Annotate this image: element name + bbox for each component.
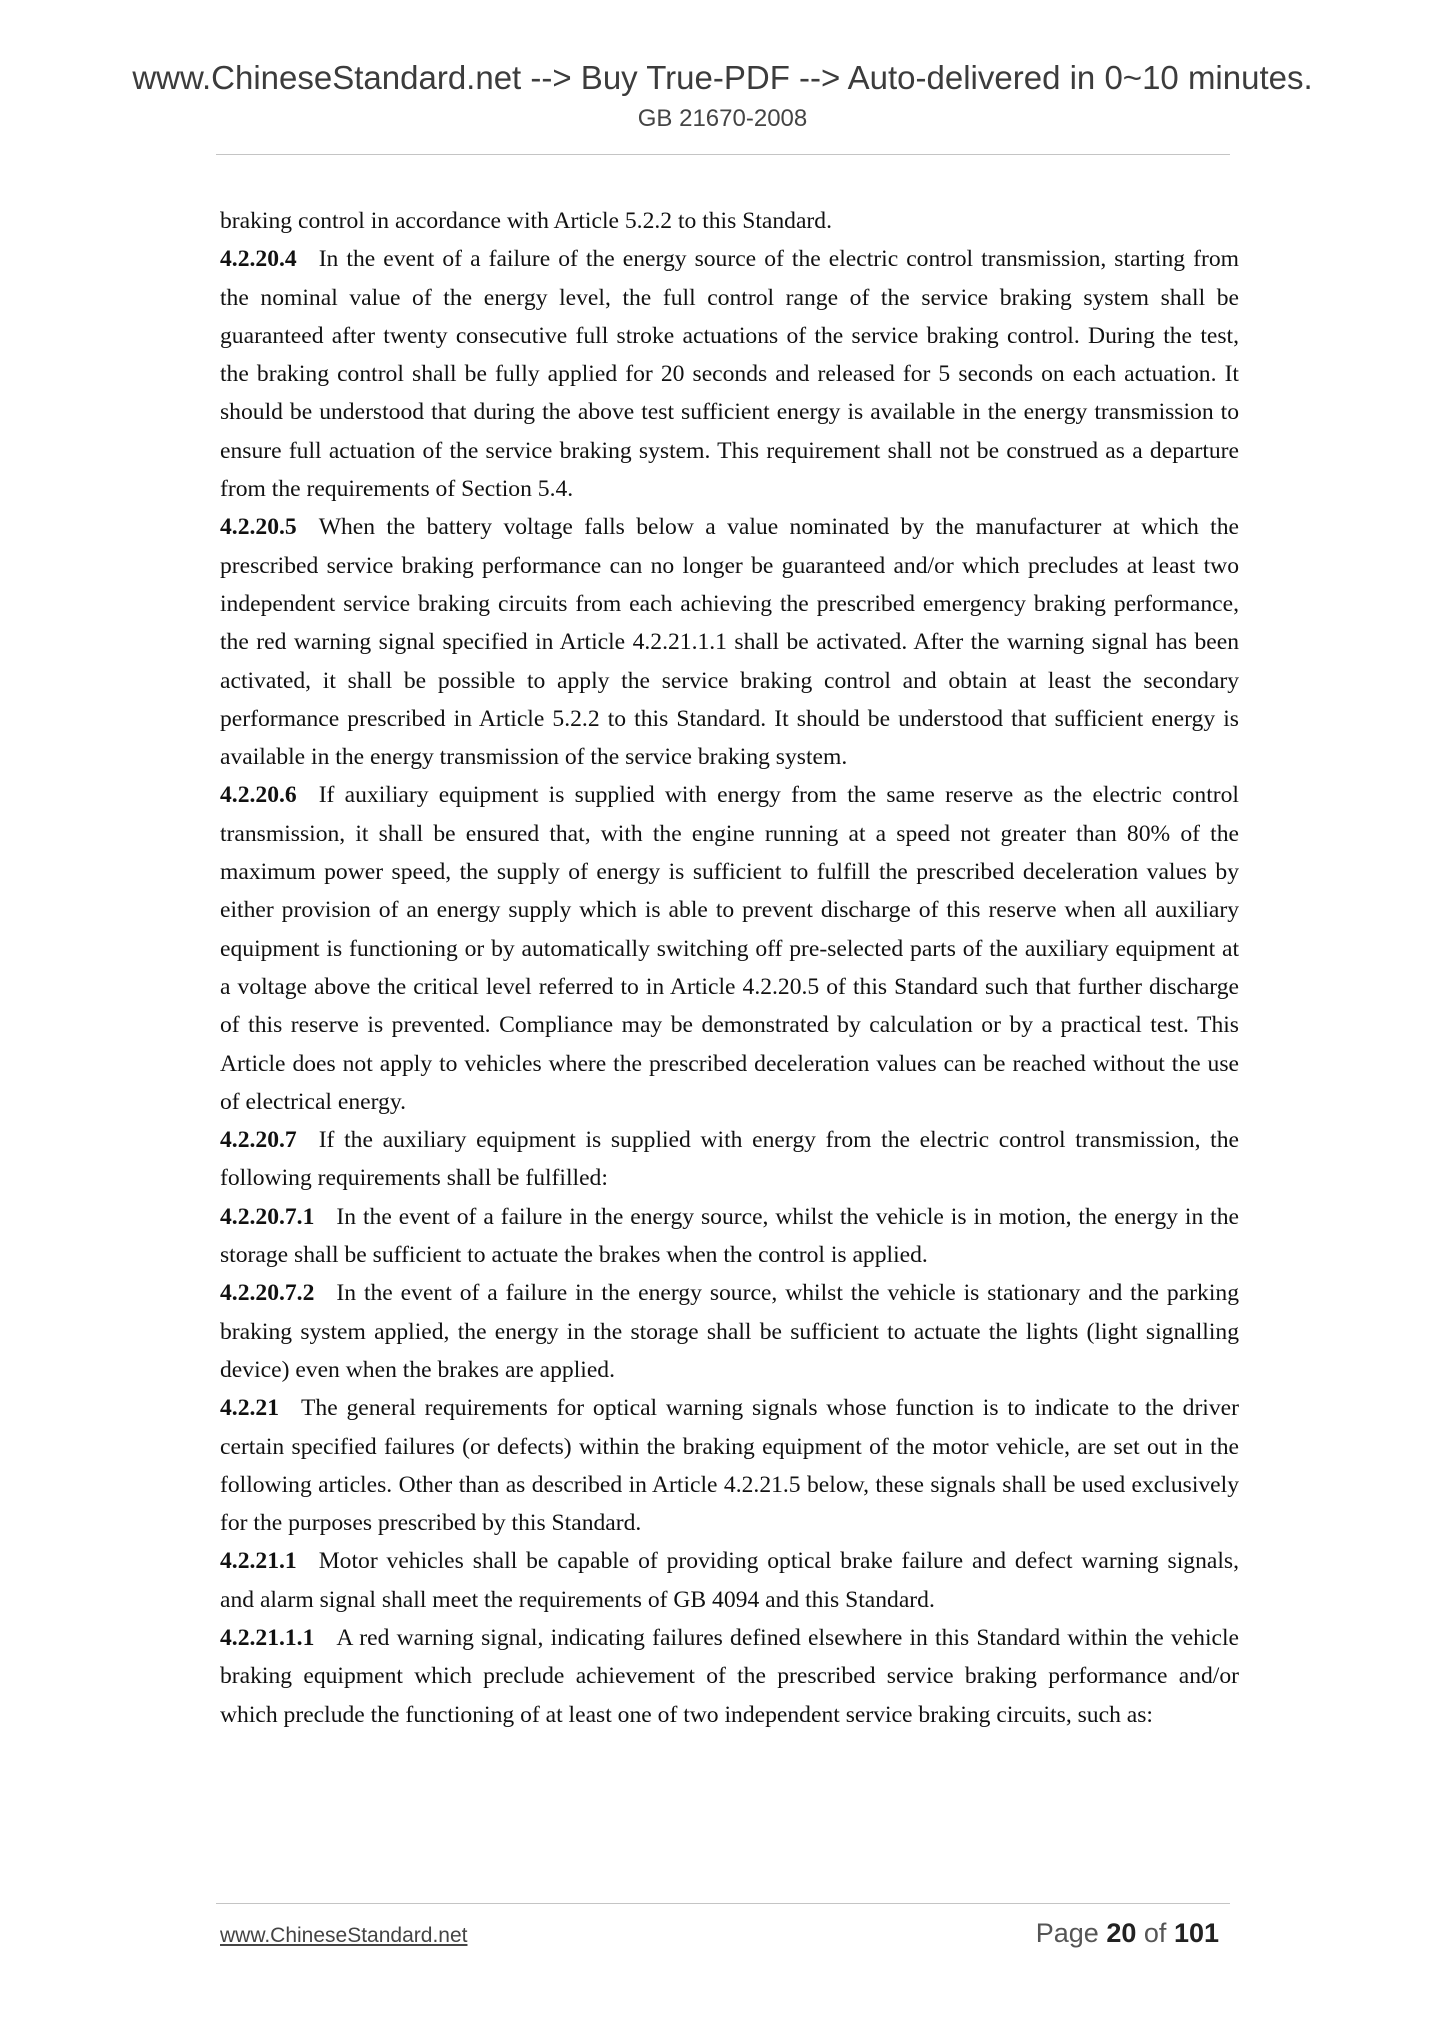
clause-number: 4.2.20.6 bbox=[220, 782, 297, 809]
paragraph-4-2-20-4 bbox=[220, 240, 1239, 508]
paragraph-4-2-20-7-1 bbox=[220, 1198, 1239, 1275]
clause-number: 4.2.20.7.1 bbox=[220, 1203, 315, 1230]
total-pages: 101 bbox=[1173, 1918, 1219, 1948]
paragraph-text: If the auxiliary equipment is supplied with energy from the electric control transmission, the following requirements shall be fulfilled: bbox=[220, 1127, 1239, 1192]
clause-number: 4.2.20.7.2 bbox=[220, 1280, 315, 1307]
paragraph-text: If auxiliary equipment is supplied with energy from the same reserve as the electric control transmission, it shall be ensured that, with the engine running at a speed not greater than 80% of the maximum power speed, the supply of energy is sufficient to fulfill the prescribed deceleration values by either provision of an energy supply which is able to prevent discharge of this reserve when all auxiliary equipment is functioning or by automatically switching off pre-selected parts of the auxiliary equipment at a voltage above the critical level referred to in Article 4.2.20.5 of this Standard such that further discharge of this reserve is prevented. Compliance may be demonstrated by calculation or by a practical test. This Article does not apply to vehicles where the prescribed deceleration values can be reached without the use of electrical energy. bbox=[220, 782, 1239, 1115]
header-banner: www.ChineseStandard.net --> Buy True-PDF --> Auto-delivered in 0~10 minutes. bbox=[132, 59, 1313, 96]
paragraph-4-2-21-1 bbox=[220, 1542, 1239, 1619]
paragraph-text: The general requirements for optical warning signals whose function is to indicate to the driver certain specified failures (or defects) within the braking equipment of the motor vehicle, are set out in the following articles. Other than as described in Article 4.2.21.5 below, these signals shall be used exclusively for the purposes prescribed by this Standard. bbox=[220, 1395, 1239, 1537]
paragraph-text: In the event of a failure of the energy source of the electric control transmission, starting from the nominal value of the energy level, the full control range of the service braking system shall be guaranteed after twenty consecutive full stroke actuations of the service braking control. During the test, the braking control shall be fully applied for 20 seconds and released for 5 seconds on each actuation. It should be understood that during the above test sufficient energy is available in the energy transmission to ensure full actuation of the service braking system. This requirement shall not be construed as a departure from the requirements of Section 5.4. bbox=[220, 246, 1239, 503]
header-divider bbox=[216, 154, 1230, 155]
current-page: 20 bbox=[1106, 1918, 1137, 1948]
paragraph-continuation bbox=[220, 202, 1239, 240]
paragraph-text: A red warning signal, indicating failures defined elsewhere in this Standard within the vehicle braking equipment which preclude achievement of the prescribed service braking performance and/or which preclude the functioning of at least one of two independent service braking circuits, such as: bbox=[220, 1624, 1239, 1728]
clause-number: 4.2.21.1 bbox=[220, 1548, 297, 1575]
page-of: of bbox=[1143, 1918, 1167, 1948]
paragraph-4-2-20-7 bbox=[220, 1121, 1239, 1198]
paragraph-text: When the battery voltage falls below a value nominated by the manufacturer at which the prescribed service braking performance can no longer be guaranteed and/or which precludes at least two independent service braking circuits from each achieving the prescribed emergency braking performance, the red warning signal specified in Article 4.2.21.1.1 shall be activated. After the warning signal has been activated, it shall be possible to apply the service braking control and obtain at least the secondary performance prescribed in Article 5.2.2 to this Standard. It should be understood that sufficient energy is available in the energy transmission of the service braking system. bbox=[220, 514, 1239, 771]
document-number: GB 21670-2008 bbox=[637, 105, 808, 132]
clause-number: 4.2.21 bbox=[220, 1395, 279, 1422]
paragraph-4-2-21-1-1 bbox=[220, 1619, 1239, 1734]
paragraph-text: In the event of a failure in the energy source, whilst the vehicle is in motion, the energy in the storage shall be sufficient to actuate the brakes when the control is applied. bbox=[220, 1203, 1239, 1269]
clause-number: 4.2.20.7 bbox=[220, 1127, 297, 1154]
document-body bbox=[220, 202, 1239, 1734]
page-word: Page bbox=[1035, 1918, 1099, 1948]
footer-divider bbox=[216, 1903, 1230, 1904]
paragraph-4-2-20-7-2 bbox=[220, 1274, 1239, 1389]
page-indicator bbox=[1036, 1918, 1219, 1949]
clause-number: 4.2.21.1.1 bbox=[220, 1624, 315, 1651]
paragraph-text: In the event of a failure in the energy source, whilst the vehicle is stationary and the parking braking system applied, the energy in the storage shall be sufficient to actuate the lights (light signalling device) even when the brakes are applied. bbox=[220, 1280, 1239, 1383]
clause-number: 4.2.20.4 bbox=[220, 246, 297, 273]
paragraph-4-2-20-5 bbox=[220, 508, 1239, 776]
paragraph-4-2-20-6 bbox=[220, 776, 1239, 1121]
clause-number: 4.2.20.5 bbox=[220, 514, 297, 541]
paragraph-text: Motor vehicles shall be capable of providing optical brake failure and defect warning signals, and alarm signal shall meet the requirements of GB 4094 and this Standard. bbox=[220, 1548, 1239, 1613]
paragraph-text: braking control in accordance with Article 5.2.2 to this Standard. bbox=[220, 208, 832, 234]
footer-site-link[interactable]: www.ChineseStandard.net bbox=[220, 1924, 468, 1947]
paragraph-4-2-21 bbox=[220, 1389, 1239, 1542]
